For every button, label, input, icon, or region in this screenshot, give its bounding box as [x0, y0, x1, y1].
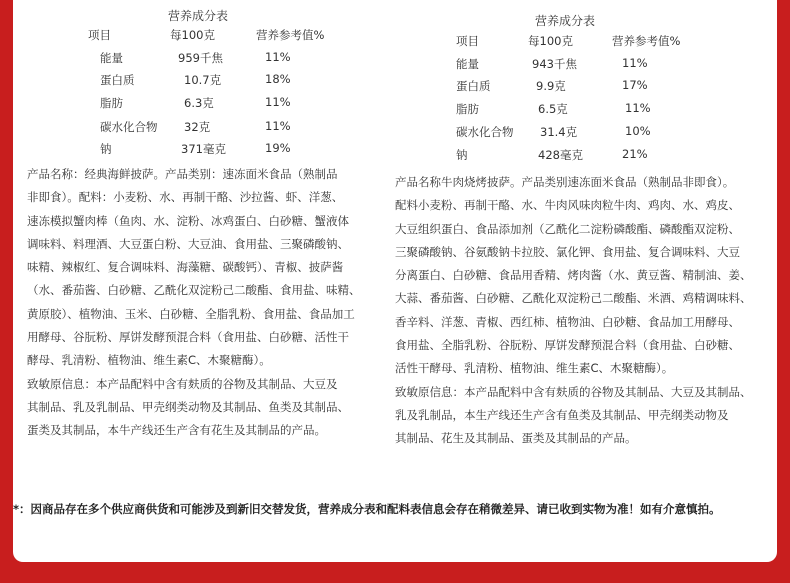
text-line: 三聚磷酸钠、谷氨酸钠卡拉胶、氯化钾、食用盐、复合调味料、大豆 — [395, 244, 740, 259]
text-line: 调味料、料理酒、大豆蛋白粉、大豆油、食用盐、三聚磷酸钠、 — [27, 236, 349, 251]
text-line: （水、番茄酱、白砂糖、乙酰化双淀粉己二酸酯、食用盐、味精、 — [27, 283, 361, 298]
text-line: 大豆组织蛋白、食品添加剂（乙酰化二淀粉磷酸酯、磷酸酯双淀粉、 — [395, 221, 740, 236]
left-ingredients — [27, 163, 361, 443]
text-line: 味精、辣椒红、复合调味料、海藻糖、碳酸钙）、青椒、披萨酱 — [27, 260, 344, 275]
disclaimer-notice: *：因商品存在多个供应商供货和可能涉及到新旧交替发货，营养成分表和配料表信息会存在稍微差异、请已收到实物为准！如有介意慎拍。 — [13, 502, 721, 516]
left-nutrition-title: 营养成分表 — [168, 9, 229, 23]
text-line: 致敏原信息：本产品配料中含有麸质的谷物及其制品、大豆及 — [27, 376, 338, 391]
text-line: 食用盐、全脂乳粉、谷朊粉、厚饼发酵预混合料（食用盐、白砂糖、 — [395, 338, 740, 353]
text-line: 大蒜、番茄酱、白砂糖、乙酰化双淀粉己二酸酯、米酒、鸡精调味料、 — [395, 291, 752, 306]
text-line: 蛋类及其制品，本牛产线还生产含有花生及其制品的产品。 — [27, 423, 326, 438]
content-panel: 营养成分表 项目 每100克 营养参考值% 能量 959千焦 11% 蛋白质 10.7克 18% 脂肪 6.3克 11% 碳水化合物 32克 11% 钠 371毫克 19% 产品名称：经典海鲜披萨。产品类别：速冻面米食品（熟制品 非即食）。配料：小麦粉、水、再制干酪、沙拉酱、虾、洋葱、 速冻模拟蟹肉棒（鱼肉、水、淀粉、冰鸡蛋白、白砂糖、蟹液体 调味料、料理酒、大豆蛋白粉、大豆油、食用盐、三聚磷酸钠、 味精、辣椒红、复合调味料、海藻糖、碳酸钙）、青椒、披萨酱 （水、番茄酱、白砂糖、乙酰化双淀粉己二酸酯、食用盐、味精、 黄原胶）、植物油、玉米、白砂糖、全脂乳粉、食用盐、食品加工 用酵母、谷朊粉、厚饼发酵预混合料（食用盐、白砂糖、活性干 酵母、乳清粉、植物油、维生素C、木聚糖酶）。 致敏原信息：本产品配料中含有麸质的谷物及其制品、大豆及 其制品、乳及乳制品、甲壳纲类动物及其制品、鱼类及其制品、 蛋类及其制品，本牛产线还生产含有花生及其制品的产品。 营养成分表 项目 每100克 营养参考值% 能量 943千焦 11% 蛋白质 9.9克 17% 脂肪 6.5克 11% 碳水化合物 31.4克 10% 钠 428毫克 21% 产品名称牛肉烧烤披萨。产品类别速冻面米食品（熟制品非即食）。 配料小麦粉、再制干酪、水、牛肉风味肉粒牛肉、鸡肉、水、鸡皮、 大豆组织蛋白、食品添加剂（乙酰化二淀粉磷酸酯、磷酸酯双淀粉、 三聚磷酸钠、谷氨酸钠卡拉胶、氯化钾、食用盐、复合调味料、大豆 分离蛋白、白砂糖、食品用香精、烤肉酱（水、黄豆酱、精制油、姜、 大蒜、番茄酱、白砂糖、乙酰化双淀粉己二酸酯、米酒、鸡精调味料、 香辛料、洋葱、青椒、西红柿、植物油、白砂糖、食品加工用酵母、 食用盐、全脂乳粉、谷朊粉、厚饼发酵预混合料（食用盐、白砂糖、 活性干酵母、乳清粉、植物油、维生素C、木聚糖酶）。 致敏原信息：本产品配料中含有麸质的谷物及其制品、大豆及其制品、 乳及乳制品，本生产线还生产含有鱼类及其制品、甲壳纲类动物及 其制品、花生及其制品、蛋类及其制品的产品。 *：因商品存在多个供应商供货和可能涉及到新旧交替发货，营养成分表和配料表信息会存在稍微差异、请已收到实物为准！如有介意慎拍。 — [13, 0, 777, 562]
text-line: 其制品、花生及其制品、蛋类及其制品的产品。 — [395, 431, 637, 446]
text-line: 产品名称：经典海鲜披萨。产品类别：速冻面米食品（熟制品 — [27, 167, 338, 181]
text-line: 速冻模拟蟹肉棒（鱼肉、水、淀粉、冰鸡蛋白、白砂糖、蟹液体 — [27, 213, 349, 228]
text-line: 乳及乳制品，本生产线还生产含有鱼类及其制品、甲壳纲类动物及 — [395, 407, 729, 422]
text-line: 用酵母、谷朊粉、厚饼发酵预混合料（食用盐、白砂糖、活性干 — [27, 330, 349, 345]
text-line: 非即食）。配料：小麦粉、水、再制干酪、沙拉酱、虾、洋葱、 — [27, 190, 344, 205]
text-line: 活性干酵母、乳清粉、植物油、维生素C、木聚糖酶）。 — [395, 361, 674, 376]
text-line: 产品名称牛肉烧烤披萨。产品类别速冻面米食品（熟制品非即食）。 — [395, 175, 735, 189]
text-line: 其制品、乳及乳制品、甲壳纲类动物及其制品、鱼类及其制品、 — [27, 399, 349, 414]
right-ingredients — [395, 171, 752, 451]
right-nutrition-title: 营养成分表 — [535, 14, 596, 28]
text-line: 黄原胶）、植物油、玉米、白砂糖、全脂乳粉、食用盐、食品加工 — [27, 306, 355, 321]
text-line: 致敏原信息：本产品配料中含有麸质的谷物及其制品、大豆及其制品、 — [395, 384, 752, 399]
text-line: 配料小麦粉、再制干酪、水、牛肉风味肉粒牛肉、鸡肉、水、鸡皮、 — [395, 198, 740, 213]
text-line: 酵母、乳清粉、植物油、维生素C、木聚糖酶）。 — [27, 353, 271, 368]
text-line: 分离蛋白、白砂糖、食品用香精、烤肉酱（水、黄豆酱、精制油、姜、 — [395, 268, 752, 283]
text-line: 香辛料、洋葱、青椒、西红柿、植物油、白砂糖、食品加工用酵母、 — [395, 314, 740, 329]
